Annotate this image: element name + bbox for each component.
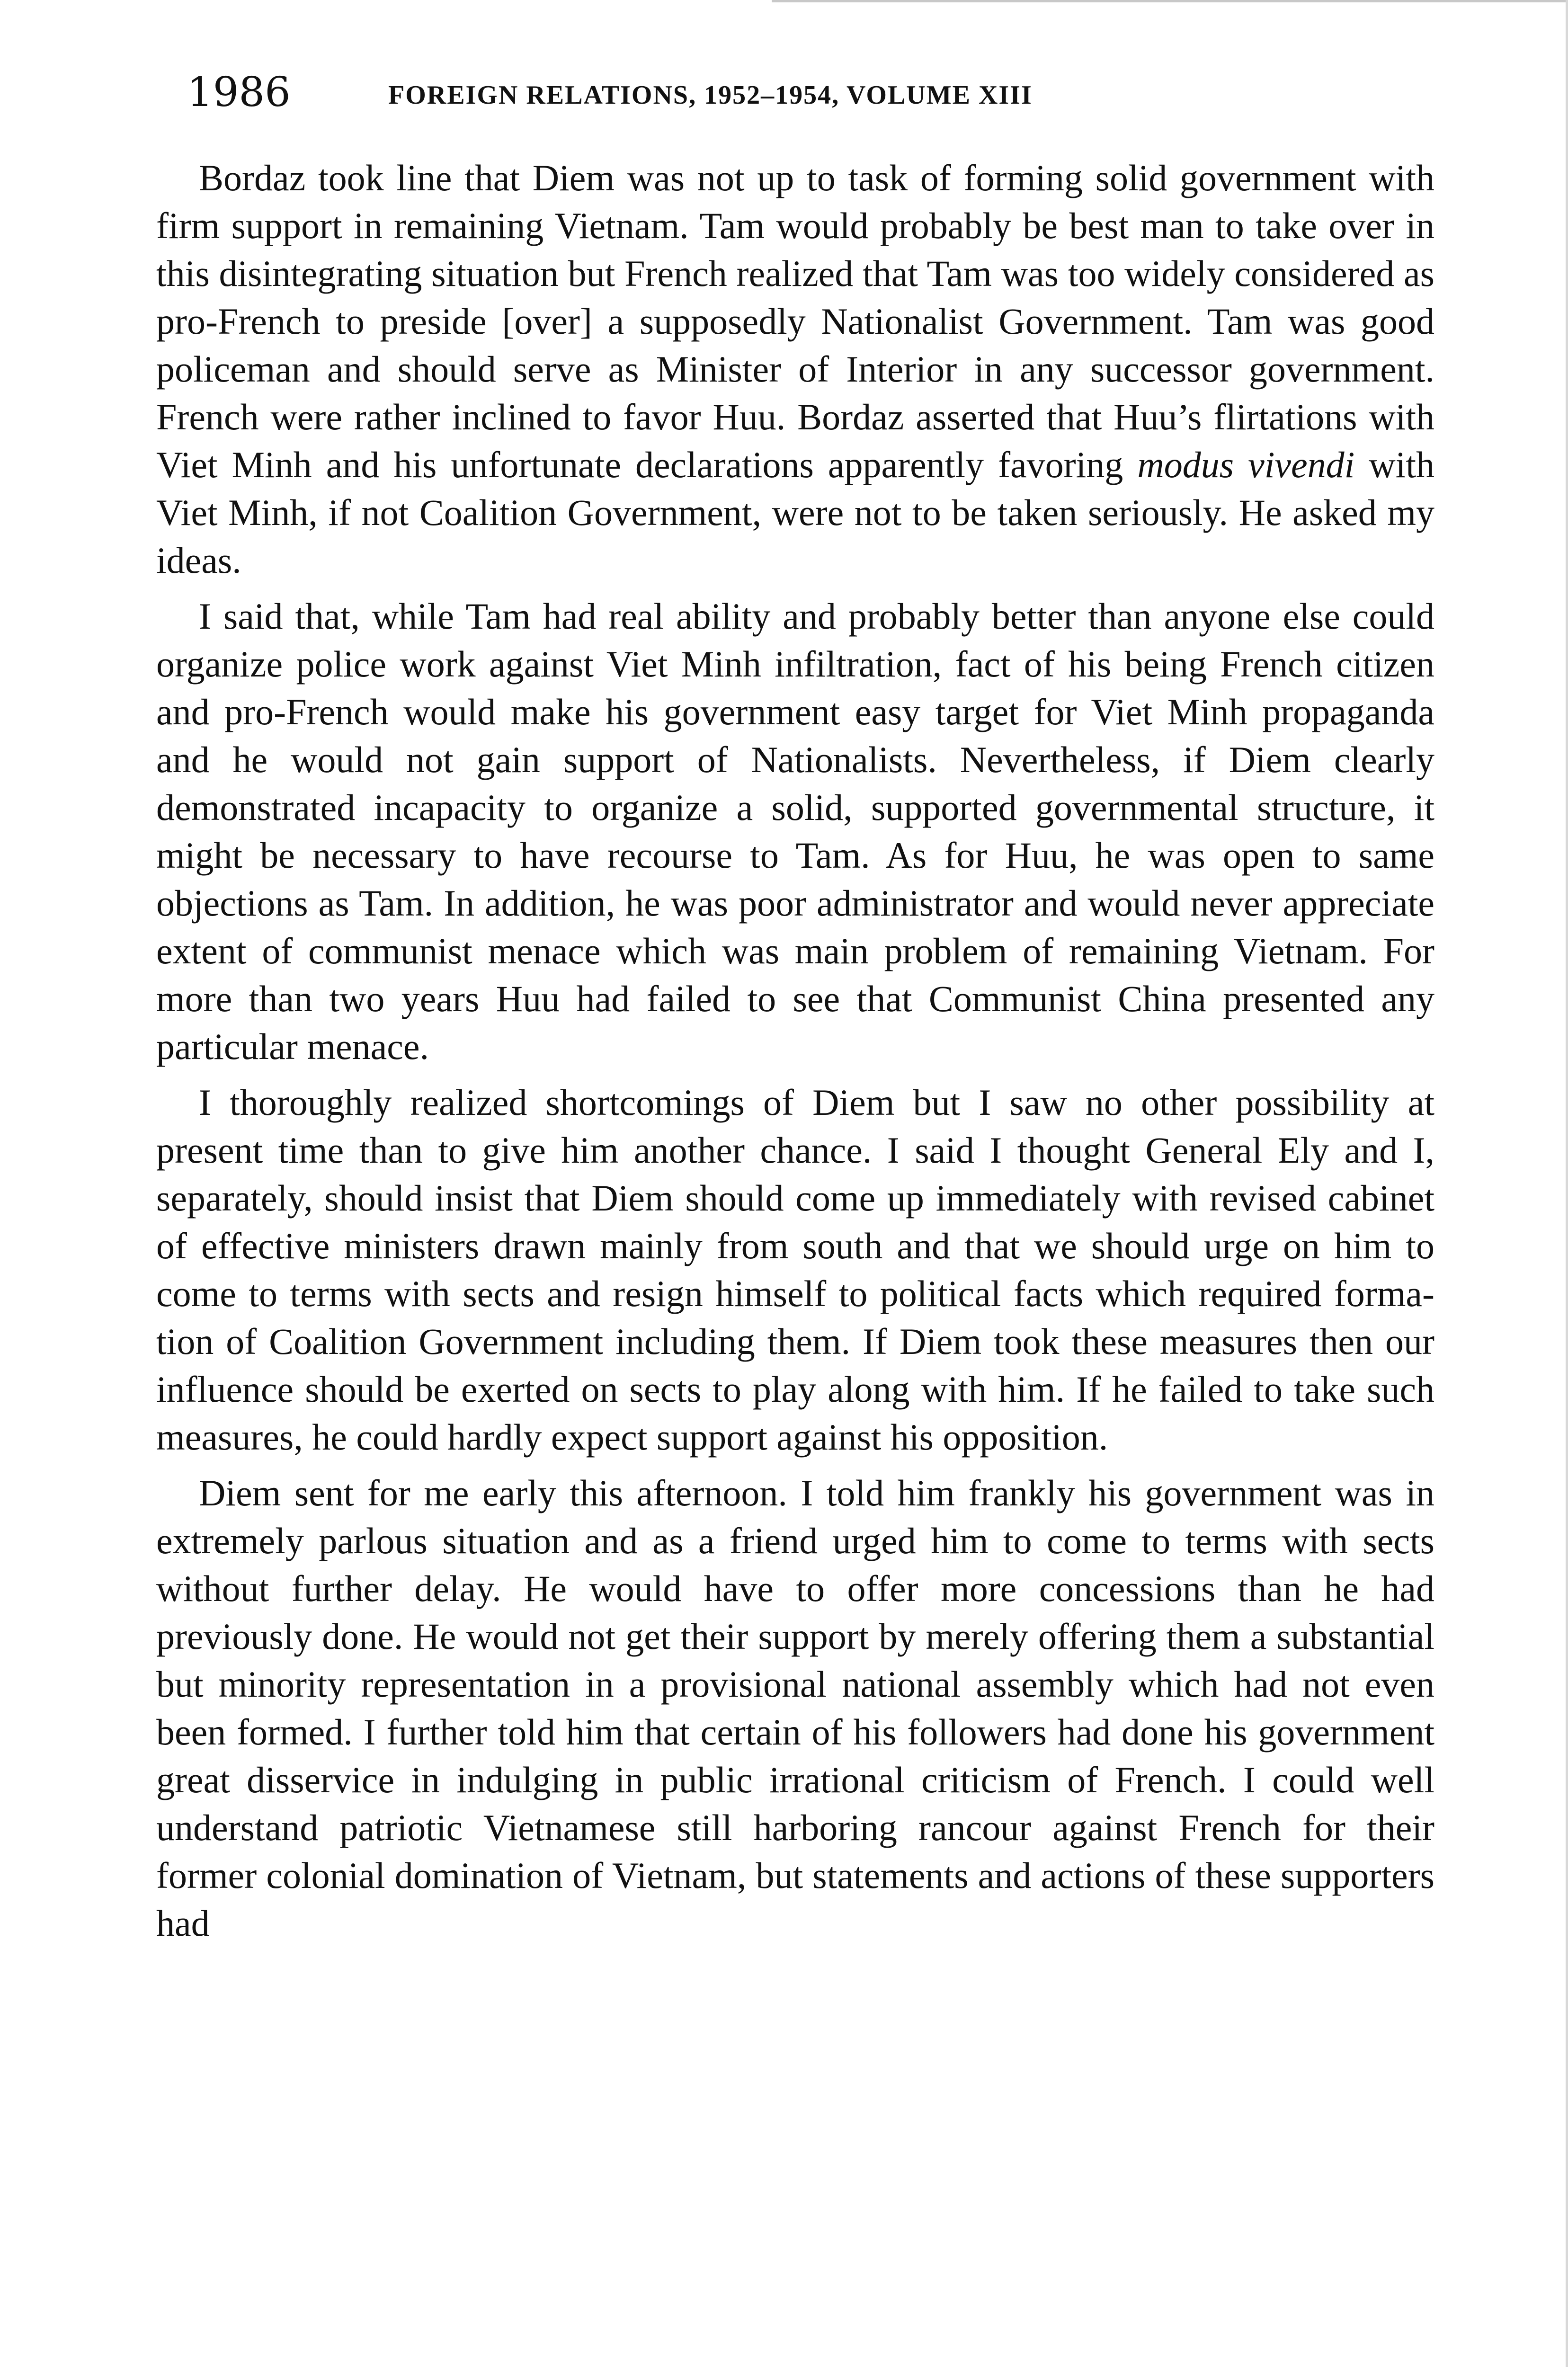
- paragraph-1: [156, 154, 1434, 584]
- paragraph-1-text-a: Bordaz took line that Diem was not up to task of forming solid government with firm support in remaining Vietnam. Tam would probably be best man to take over in this disintegrating situation but French realized that Tam was too widely considered as pro-French to preside [over] a supposedly Nationalist Government. Tam was good policeman and should serve as Minister of Interior in any successor government. French were rather inclined to favor Huu. Bordaz asserted that Huu’s flirtations with Viet Minh and his unfortunate declarations apparently favoring: [156, 157, 1434, 485]
- paragraph-3: I thoroughly realized shortcomings of Diem but I saw no other possibility at present time than to give him another chance. I said I thought General Ely and I, separately, should insist that Diem should come up immediately with revised cabinet of effective ministers drawn mainly from south and that we should urge on him to come to terms with sects and resign himself to political facts which required formation of Coalition Government including them. If Diem took these measures then our influence should be exerted on sects to play along with him. If he failed to take such measures, he could hardly expect support against his opposition.: [156, 1082, 1434, 1458]
- body-text: [156, 154, 1434, 1947]
- paragraph-2: I said that, while Tam had real ability and probably better than anyone else could organize police work against Viet Minh infiltration, fact of his being French citizen and pro-French would make his government easy target for Viet Minh propaganda and he would not gain support of Nationalists. Nevertheless, if Diem clearly demonstrated incapacity to organize a solid, supported governmental structure, it might be necessary to have recourse to Tam. As for Huu, he was open to same objections as Tam. In addition, he was poor administrator and would never appreciate extent of communist menace which was main problem of remaining Vietnam. For more than two years Huu had failed to see that Communist China presented any particular menace.: [156, 596, 1434, 1067]
- paragraph-1-italic-phrase: modus vivendi: [1137, 444, 1355, 485]
- paragraph-4: Diem sent for me early this afternoon. I told him frankly his government was in extremely parlous situation and as a friend urged him to come to terms with sects without further delay. He would have to offer more concessions than he had previously done. He would not get their support by merely offering them a substantial but minority representation in a provisional national assembly which had not even been formed. I further told him that certain of his followers had done his government great disservice in indulging in public irrational criticism of French. I could well understand patriotic Vietnamese still harboring rancour against French for their former colonial domination of Vietnam, but statements and actions of these supporters had: [156, 1472, 1434, 1944]
- page-number: 1986: [187, 69, 291, 116]
- running-head: FOREIGN RELATIONS, 1952–1954, VOLUME XIII: [388, 80, 1033, 110]
- page-header: [187, 66, 1442, 118]
- scan-edge-top: [772, 0, 1568, 2]
- scan-edge-right: [1566, 0, 1568, 2367]
- paragraph-1-text-b: with Viet Minh, if not Coalition Government, were not to be taken seriously. He asked my ideas.: [156, 444, 1435, 581]
